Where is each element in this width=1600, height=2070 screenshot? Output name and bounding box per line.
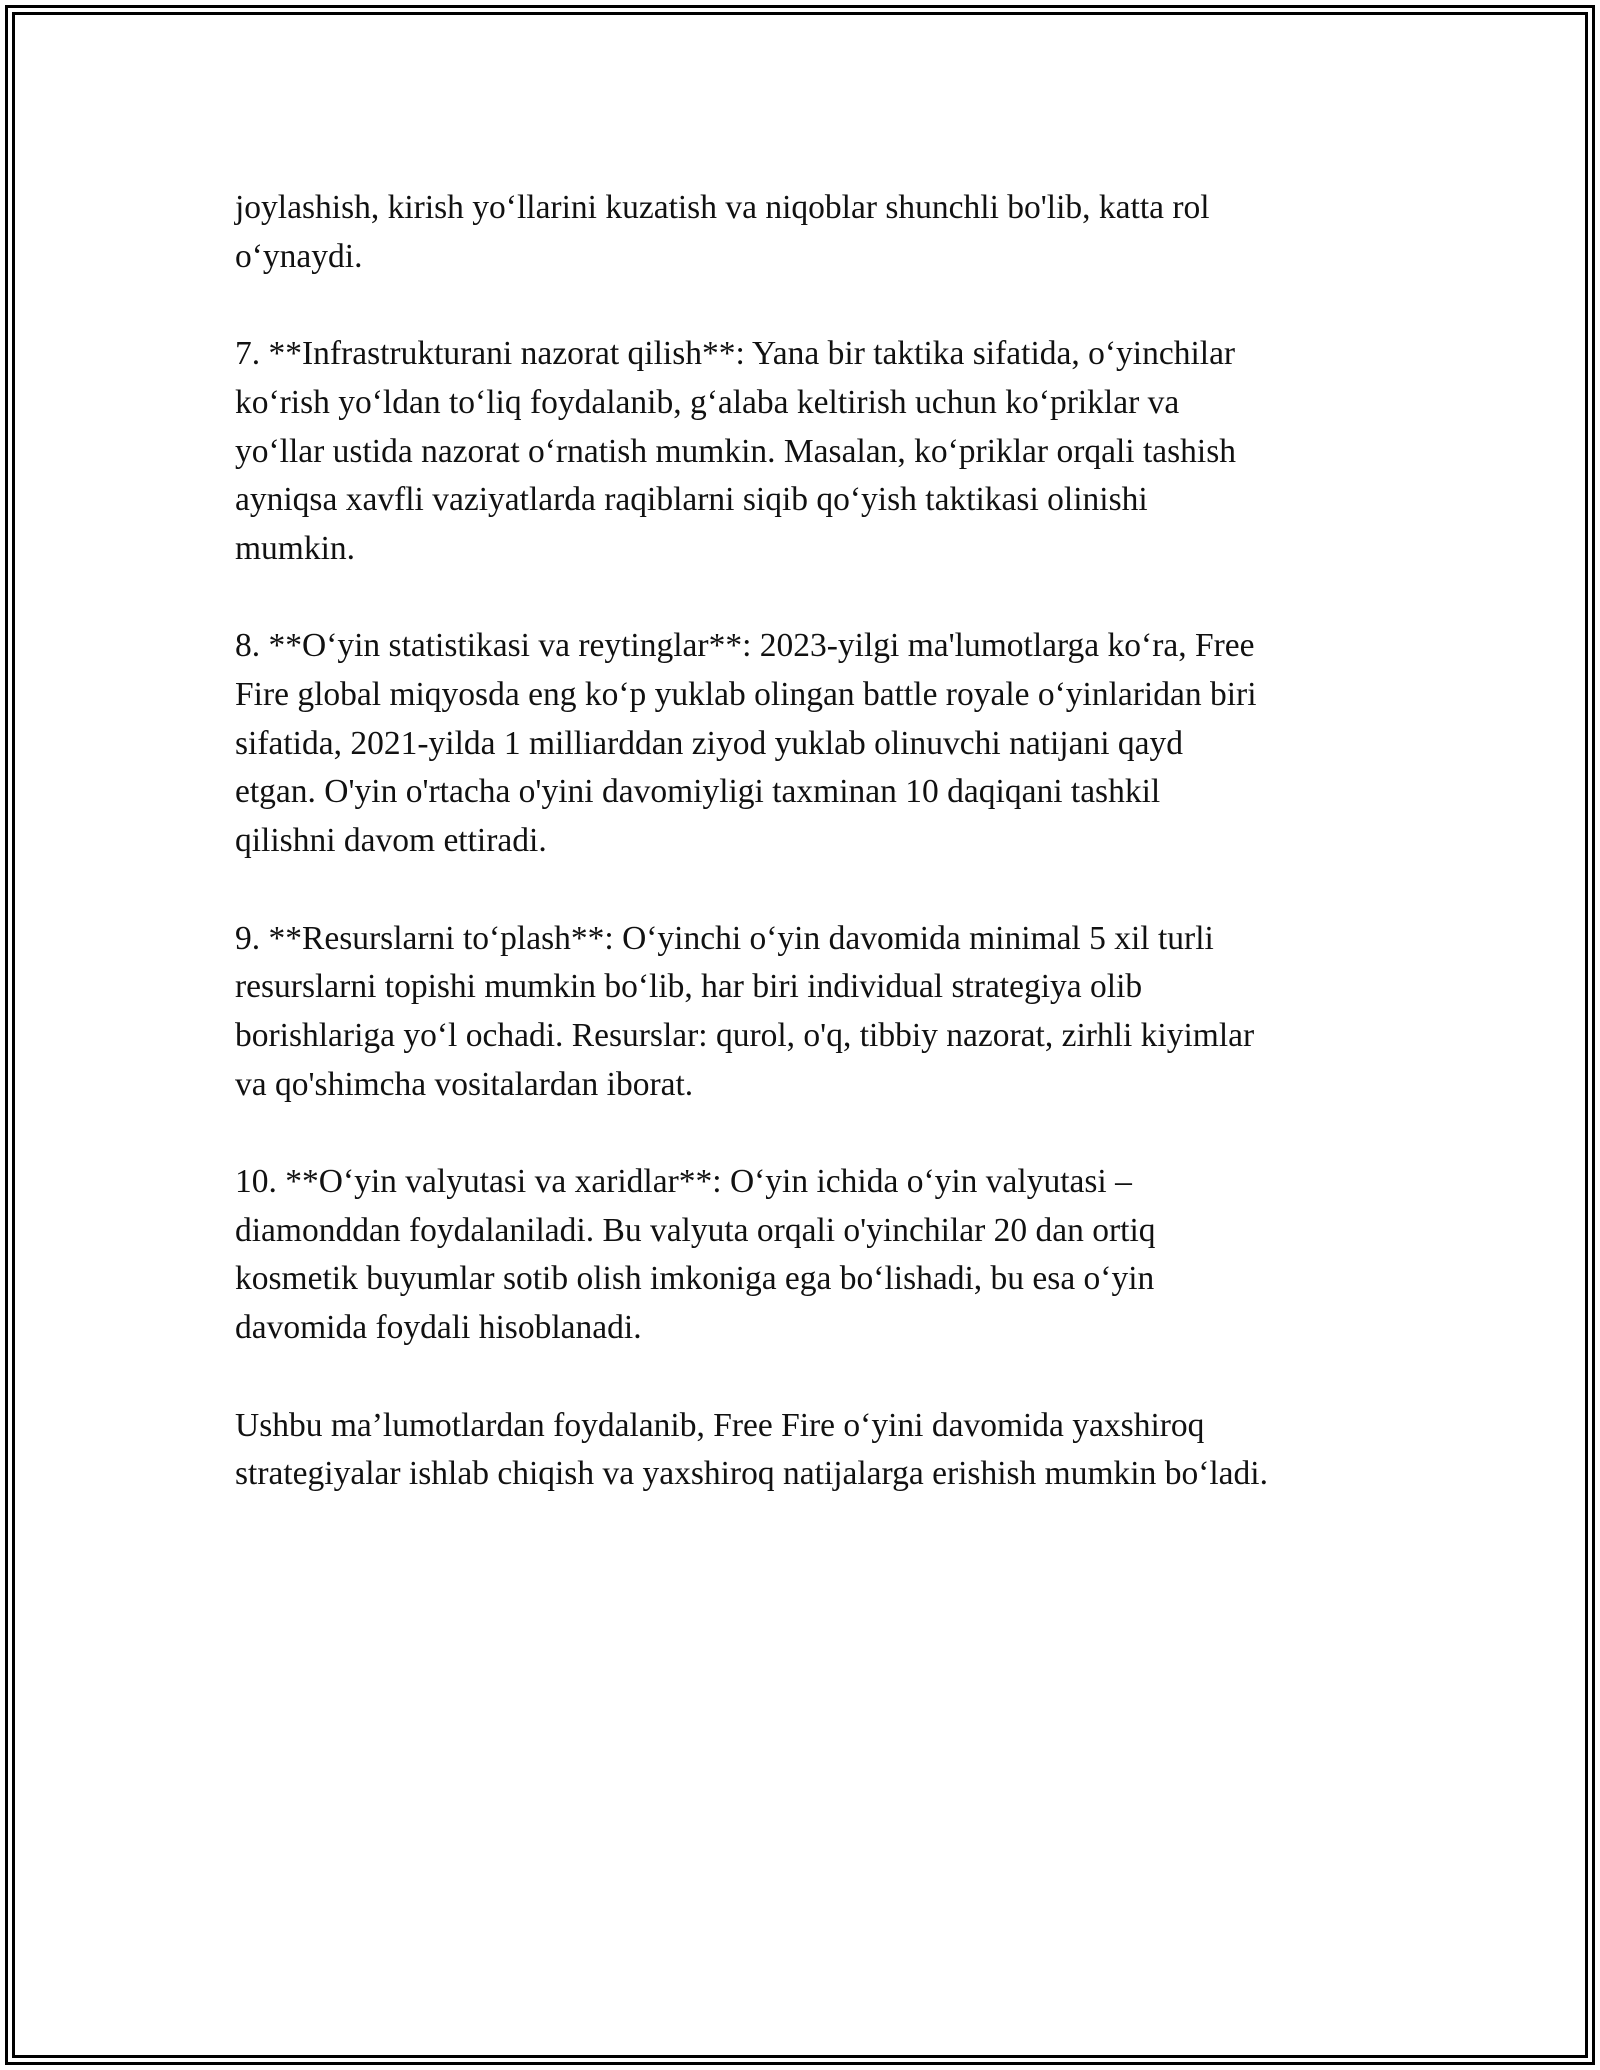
text-line: kosmetik buyumlar sotib olish imkoniga ega bo‘lishadi, bu esa o‘yin — [235, 1260, 1155, 1298]
text-line: 9. **Resurslarni to‘plash**: O‘yinchi o‘yin davomida minimal 5 xil turli — [235, 919, 1214, 957]
text-line: diamonddan foydalaniladi. Bu valyuta orqali o'yinchilar 20 dan ortiq — [235, 1211, 1156, 1249]
text-line: qilishni davom ettiradi. — [235, 822, 547, 860]
text-line: 7. **Infrastrukturani nazorat qilish**: Yana bir taktika sifatida, o‘yinchilar — [235, 335, 1236, 373]
paragraph-item-10 — [235, 1158, 1375, 1353]
paragraph-item-7 — [235, 330, 1375, 574]
text-line: sifatida, 2021-yilda 1 milliarddan ziyod yuklab olinuvchi natijani qayd — [235, 724, 1184, 762]
text-line: resurslarni topishi mumkin bo‘lib, har biri individual strategiya olib — [235, 968, 1143, 1006]
text-line: o‘ynaydi. — [235, 237, 363, 275]
text-line: joylashish, kirish yo‘llarini kuzatish va niqoblar shunchli bo'lib, katta rol — [235, 189, 1210, 226]
text-line: strategiyalar ishlab chiqish va yaxshiroq natijalarga erishish mumkin bo‘ladi. — [235, 1455, 1268, 1493]
paragraph-conclusion — [235, 1402, 1375, 1499]
paragraph-item-8 — [235, 622, 1375, 866]
text-line: yo‘llar ustida nazorat o‘rnatish mumkin. Masalan, ko‘priklar orqali tashish — [235, 432, 1237, 470]
paragraph-item-9 — [235, 915, 1375, 1110]
text-line: etgan. O'yin o'rtacha o'yini davomiyligi taxminan 10 daqiqani tashkil — [235, 773, 1161, 811]
text-line: mumkin. — [235, 529, 356, 567]
text-line: 8. **O‘yin statistikasi va reytinglar**: 2023-yilgi ma'lumotlarga ko‘ra, Free — [235, 627, 1255, 665]
text-line: va qo'shimcha vositalardan iborat. — [235, 1065, 694, 1103]
text-line: Ushbu ma’lumotlardan foydalanib, Free Fire o‘yini davomida yaxshiroq — [235, 1406, 1205, 1444]
text-line: Fire global miqyosda eng ko‘p yuklab olingan battle royale o‘yinlaridan biri — [235, 676, 1257, 713]
text-line: davomida foydali hisoblanadi. — [235, 1309, 642, 1347]
text-line: ko‘rish yo‘ldan to‘liq foydalanib, g‘alaba keltirish uchun ko‘priklar va — [235, 383, 1180, 421]
text-line: 10. **O‘yin valyutasi va xaridlar**: O‘yin ichida o‘yin valyutasi – — [235, 1163, 1132, 1200]
paragraph-continuation — [235, 184, 1375, 281]
text-line: ayniqsa xavfli vaziyatlarda raqiblarni siqib qo‘yish taktikasi olinishi — [235, 481, 1148, 519]
document-body — [235, 184, 1375, 1548]
text-line: borishlariga yo‘l ochadi. Resurslar: qurol, o'q, tibbiy nazorat, zirhli kiyimlar — [235, 1016, 1255, 1054]
